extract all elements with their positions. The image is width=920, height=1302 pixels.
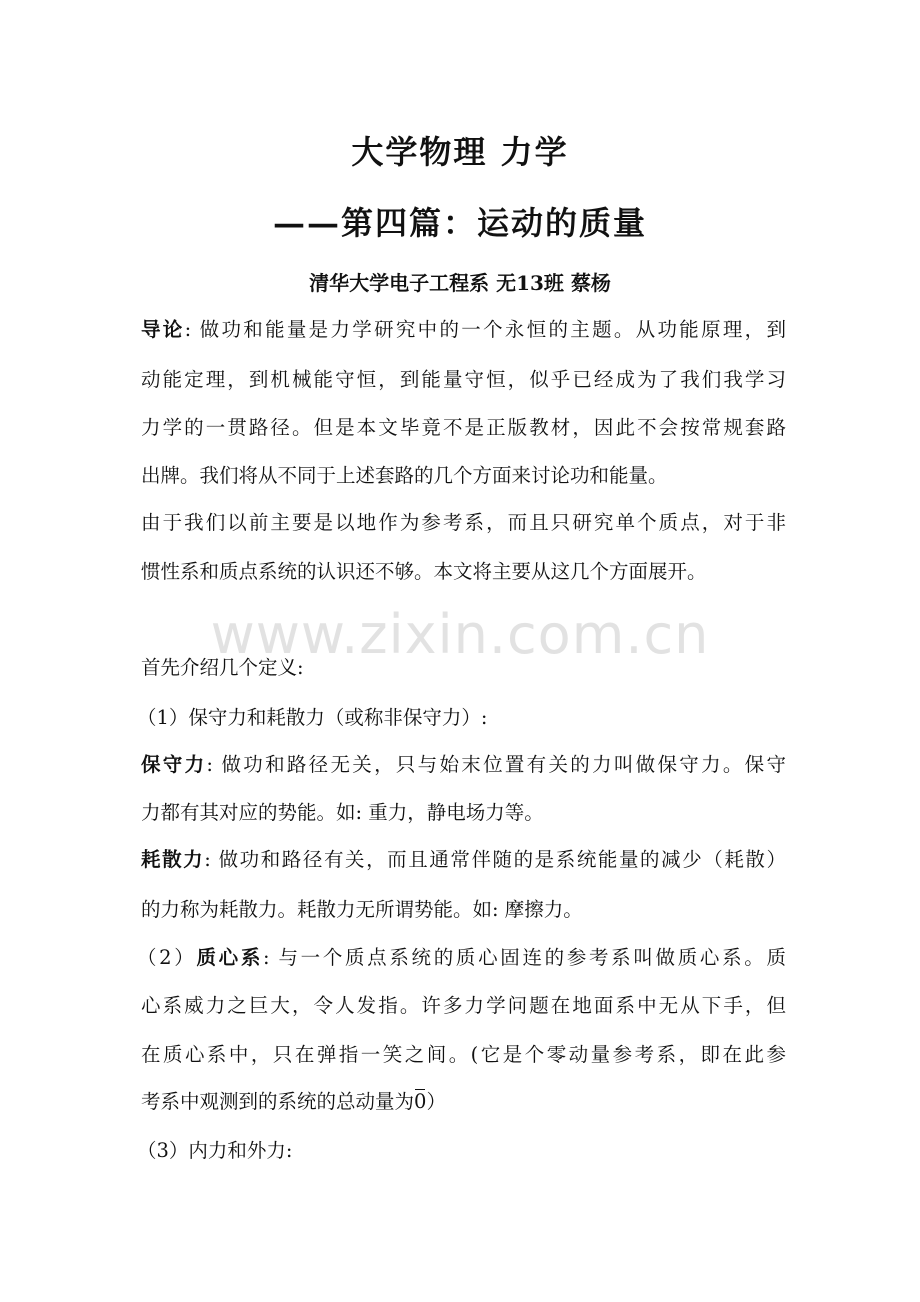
- watermark-text: www.zixin.com.cn: [210, 603, 710, 666]
- section-2-line-1: （2）质心系: 与一个质点系统的质心固连的参考系叫做质心系。质: [137, 946, 786, 969]
- intro-line-1: 导论: 做功和能量是力学研究中的一个永恒的主题。从功能原理，到: [141, 318, 786, 341]
- document-subtitle: ——第四篇：运动的质量: [272, 204, 647, 242]
- section-2-line-3: 在质心系中，只在弹指一笑之间。(它是个零动量参考系，即在此参: [141, 1043, 786, 1066]
- section-2-line-4: 考系中观测到的系统的总动量为0）: [141, 1087, 786, 1117]
- section-2-line-2: 心系威力之巨大，令人发指。许多力学问题在地面系中无从下手，但: [141, 994, 786, 1017]
- conservative-force-line-2: 力都有其对应的势能。如: 重力，静电场力等。: [141, 801, 544, 824]
- center-of-mass-frame-label: 质心系: [196, 946, 263, 969]
- section-3-heading: （3）内力和外力:: [137, 1139, 293, 1162]
- dissipative-force-line-2: 的力称为耗散力。耗散力无所谓势能。如: 摩擦力。: [141, 898, 583, 921]
- definitions-intro: 首先介绍几个定义:: [141, 656, 304, 679]
- intro-line-2: 动能定理，到机械能守恒，到能量守恒，似乎已经成为了我们我学习: [141, 368, 786, 391]
- intro-label: 导论: [141, 318, 185, 341]
- document-title: 大学物理 力学: [351, 133, 569, 171]
- intro-line-3: 力学的一贯路径。但是本文毕竟不是正版教材，因此不会按常规套路: [141, 416, 786, 439]
- intro-line-5: 由于我们以前主要是以地作为参考系，而且只研究单个质点，对于非: [141, 511, 786, 534]
- section-1-heading: （1）保守力和耗散力（或称非保守力）:: [137, 706, 488, 729]
- intro-line-6: 惯性系和质点系统的认识还不够。本文将主要从这几个方面展开。: [141, 560, 707, 583]
- dissipative-force-label: 耗散力: [141, 848, 205, 871]
- intro-line-4: 出牌。我们将从不同于上述套路的几个方面来讨论功和能量。: [141, 464, 668, 487]
- conservative-force-label: 保守力: [141, 753, 207, 776]
- conservative-force-line-1: 保守力: 做功和路径无关，只与始末位置有关的力叫做保守力。保守: [141, 753, 786, 776]
- dissipative-force-line-1: 耗散力: 做功和路径有关，而且通常伴随的是系统能量的减少（耗散）: [141, 848, 786, 871]
- author-line: 清华大学电子工程系 无13班 蔡杨: [309, 271, 611, 295]
- zero-vector: 0: [414, 1087, 426, 1117]
